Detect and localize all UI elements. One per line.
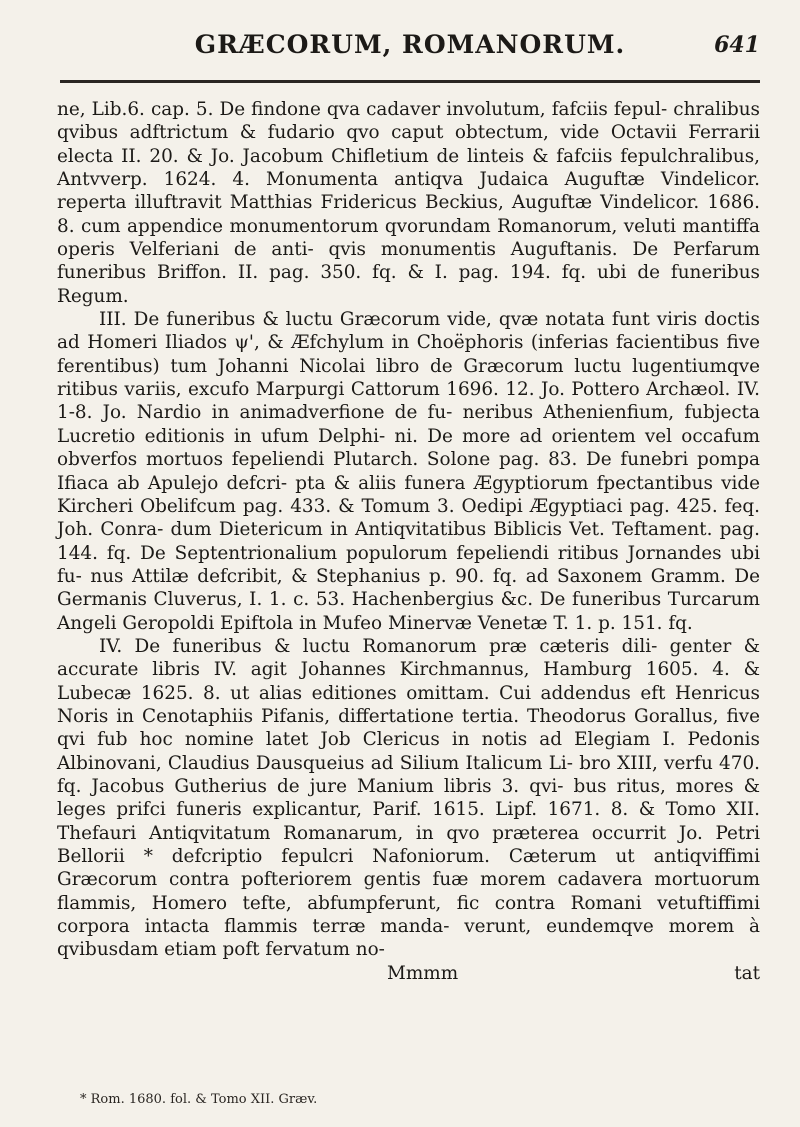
signature-mark: Mmmm [387,962,459,984]
page-number: 641 [714,32,760,58]
paragraph: III. De funeribus & luctu Græcorum vide, qvæ notata funt viris doctis ad Homeri Iliados ψ', & Æfchylum in Choëphoris (inferias facientibus five ferentibus) tum Johanni Nicolai libro de Græcorum luctu lugentiumqve ritibus variis, excufo Marpurgi Cattorum 1696. 12. Jo. Pottero Archæol. IV. 1-8. Jo. Nardio in animadverfione de fu- neribus Athenienfium, fubjecta Lucretio editionis in ufum Delphi- ni. De more ad orientem vel occafum obverfos mortuos fepeliendi Plutarch. Solone pag. 83. De funebri pompa Ifiaca ab Apulejo defcri- pta & aliis funera Ægyptiorum fpectantibus vide Kircheri Obelifcum pag. 433. & Tomum 3. Oedipi Ægyptiaci pag. 425. feq. Joh. Conra- dum Dietericum in Antiqvitatibus Biblicis Vet. Teftament. pag. 144. fq. De Septentrionalium populorum fepeliendi ritibus Jornandes ubi fu- nus Attilæ defcribit, & Stephanius p. 90. fq. ad Saxonem Gramm. De Germanis Cluverus, I. 1. c. 53. Hachenbergius &c. De funeribus Turcarum Angeli Geropoldi Epiftola in Mufeo Minervæ Venetæ T. 1. p. 151. fq. [57,309,760,634]
running-head: GRÆCORUM, ROMANORUM. [194,30,626,59]
paragraph: ne, Lib.6. cap. 5. De findone qva cadaver involutum, fafciis fepul- chralibus qvibus adftrictum & fudario qvo caput obtectum, vide Octavii Ferrarii electa II. 20. & Jo. Jacobum Chifletium de linteis & fafciis fepulchralibus, Antvverp. 1624. 4. Monumenta antiqva Judaica Auguftæ Vindelicor. reperta illuftravit Matthias Fridericus Beckius, Auguftæ Vindelicor. 1686. 8. cum appendice monumentorum qvorundam Romanorum, veluti mantiffa operis Velferiani de anti- qvis monumentis Auguftanis. De Perfarum funeribus Briffon. II. pag. 350. fq. & I. pag. 194. fq. ubi de funeribus Regum. [57,99,760,307]
paragraph: IV. De funeribus & luctu Romanorum præ cæteris dili- genter & accurate libris IV. agit Johannes Kirchmannus, Hamburg 1605. 4. & Lubecæ 1625. 8. ut alias editiones omittam. Cui addendus eft Henricus Noris in Cenotaphiis Pifanis, differtatione tertia. Theodorus Gorallus, five qvi fub hoc nomine latet Job Clericus in notis ad Elegiam I. Pedonis Albinovani, Claudius Dausqueius ad Silium Italicum Li- bro XIII, verfu 470. fq. Jacobus Gutherius de jure Manium libris 3. qvi- bus ritus, mores & leges prifci funeris explicantur, Parif. 1615. Lipf. 1671. 8. & Tomo XII. Thefauri Antiqvitatum Romanarum, in qvo præterea occurrit Jo. Petri Bellorii * defcriptio fepulcri Nafoniorum. Cæterum ut antiqviffimi Græcorum contra pofteriorem gentis fuæ morem cadavera mortuorum flammis, Homero tefte, abfumpferunt, fic contra Romani vetuftiffimi corpora intacta flammis terræ manda- verunt, eundemqve morem à qvibusdam etiam poft fervatum no- [57,635,760,961]
catchword: tat [734,962,760,984]
header-rule [60,80,760,83]
footnote: * Rom. 1680. fol. & Tomo XII. Græv. [80,1092,318,1107]
body-text [57,98,760,985]
page-header [60,30,760,90]
signature-line [57,962,760,985]
